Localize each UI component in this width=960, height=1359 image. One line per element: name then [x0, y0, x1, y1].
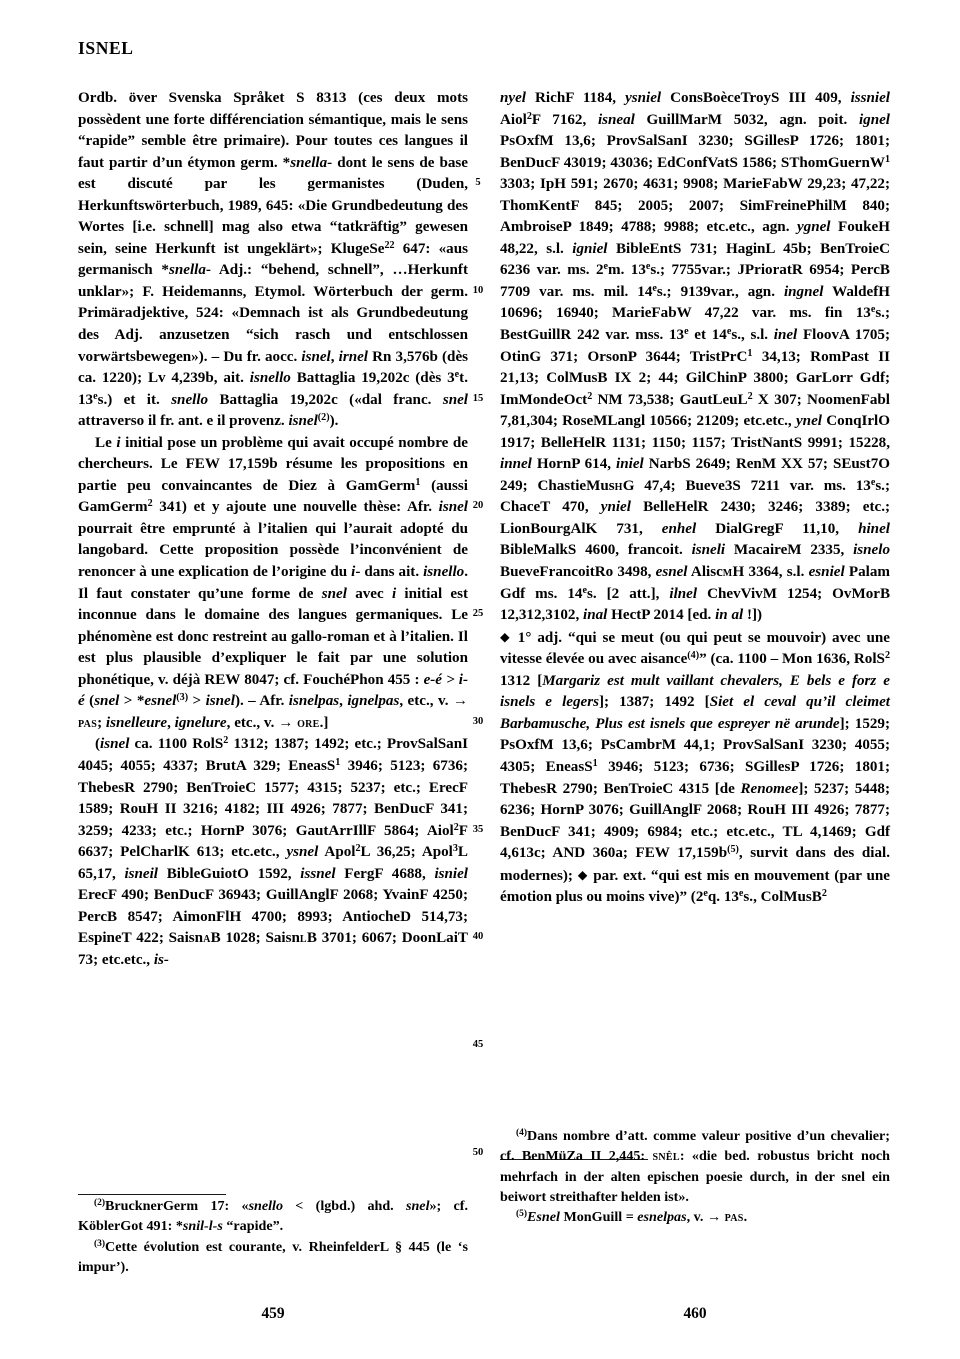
footnotes-left — [78, 1196, 468, 1277]
line-number-30: 30 — [472, 715, 484, 727]
left-paragraph-3: (isnel ca. 1100 RolS$^2$ 1312; 1387; 1492; etc.; ProvSalSanI 4045; 4055; 4337; BrutA 329; EneasS$^1$ 3946; 5123; 6736; ThebesR 2790; BenTroieC 1577; 4315; 5237; etc.; ErecF 1589; RouH II 3216; 4182; III 4926; 7877; BenDucF 341; 3259; 4233; etc.; HornP 3076; GautArrIllF 5864; Aiol$^2$F 6637; PelCharlK 613; etc.etc., ysnel Apol$^2$L 36,25; Apol$^3$L 65,17, isneil BibleGuiotO 1592, issnel FergF 4688, isniel ErecF 490; BenDucF 36943; GuillAnglF 2068; YvainF 4250; PercB 8547; AimonFlH 4700; 8993; AntiocheD 514,73; EspineT 422; SaisnaB 1028; SaisnlB 3701; 6067; DoonLaiT 73; etc.etc., is- — [78, 735, 468, 968]
footnote-4: $^{(4)}$Dans nombre d’att. comme valeur positive d’un chevalier; cf. BenMüZa II 2,445: snêl: «die bed. robustus bricht noch mehrfach in der alten epischen poesie durch, in der snel ein beiwort streithafter helden ist». — [500, 1128, 890, 1205]
line-number-5: 5 — [475, 177, 481, 189]
line-number-10: 10 — [472, 284, 484, 296]
left-paragraph-2: Le i initial pose un problème qui avait occupé nombre de chercheurs. Le FEW 17,159b résume les propositions en partie peu convaincantes de Diez à GamGerm$^1$ (aussi GamGerm$^2$ 341) et y ajoute une nouvelle thèse: Afr. isnel pourrait être emprunté à l’italien qui l’aurait adopté du langobard. Cette proposition possède l’inconvénient de renoncer à une explication de l’origine du i- dans ait. isnello. Il faut constater qu’une forme de snel avec i initial est inconnue dans le domaine des langues germaniques. Le phénomène est donc restreint au gallo-roman et à l’italien. Il est plus plausible d’expliquer le fait par une solution phonétique, v. déjà REW 8047; cf. FouchéPhon 455 : e-é > i-é (snel > *esnel$^{(3)}$ > isnel). – Afr. isnelpas, ignelpas, etc., v. → pas; isnelleure, ignelure, etc., v. → ore.] — [78, 434, 469, 731]
footnotes-right — [500, 1126, 890, 1227]
left-paragraph-1: Ordb. över Svenska Språket S 8313 (ces deux mots possèdent une forte différenciation sémantique, mais le sens “rapide” semble être primaire). Pour toutes ces langues il faut partir d’un étymon germ. *snella- dont le sens de base est discuté par les germanistes (Duden, Herkunftswörterbuch, 1989, 645: «Die Grundbedeutung des Wortes [i.e. schnell] mag also etwa “tatkräftig” gewesen sein, seine Herkunft ist ungeklärt»; KlugeSe$^{22}$ 647: «aus germanisch *snella- Adj.: “behend, schnell”, …Herkunft unklar»; F. Heidemanns, Etymol. Wörterbuch der germ. Primäradjektive, 524: «Demnach ist als Grundbedeutung des Adj. anzusetzen “sich rasch und entschlossen vorwärtsbewegen»). – Du fr. aocc. isnel, irnel Rn 3,576b (dès ca. 1220); Lv 4,239b, ait. isnello Battaglia 19,202c (dès 3et. 13es.) et it. snello Battaglia 19,202c («dal franc. snel attraverso il fr. ant. e il provenz. isnel$^{(2)}$). — [78, 90, 469, 430]
footnote-2: $^{(2)}$BrucknerGerm 17: «snello < (lgbd.) ahd. snel»; cf. KöblerGot 491: *snil-l-s “rapide”. — [78, 1198, 468, 1235]
footnote-separator-left — [78, 1194, 226, 1195]
footnote-5: $^{(5)}$Esnel MonGuill = esnelpas, v. → pas. — [516, 1209, 748, 1226]
line-number-35: 35 — [472, 823, 484, 835]
line-number-20: 20 — [472, 500, 484, 512]
line-number-40: 40 — [472, 931, 484, 943]
footnote-3: $^{(3)}$Cette évolution est courante, v. RheinfelderL § 445 (le ‘s impur’). — [78, 1238, 468, 1275]
line-number-45: 45 — [472, 1039, 484, 1051]
folio-number-left: 459 — [261, 1305, 285, 1322]
line-number-25: 25 — [472, 608, 484, 620]
right-column — [500, 88, 890, 909]
line-number-50: 50 — [472, 1146, 484, 1158]
right-paragraph-2: ◆ 1° adj. “qui se meut (ou qui peut se mouvoir) avec une vitesse élevée ou avec aisance$^{(4)}$” (ca. 1100 – Mon 1636, RolS$^2$ 1312 [Margariz est mult vaillant chevalers, E bels e forz e isnels e legers]; 1387; 1492 [Siet el ceval qu’il cleimet Barbamusche, Plus est isnels que espreyer në arunde]; 1529; PsOxfM 13,6; PsCambrM 44,1; ProvSalSanI 3230; 4055; 4305; EneasS$^1$ 3946; 5123; 6736; SGillesP 1726; 1801; ThebesR 2790; BenTroieC 4315 [de Renomee]; 5237; 5448; 6236; HornP 3076; GuillAnglF 2068; RouH III 4926; 7877; BenDucF 341; 4909; 6984; etc.; etc.etc., TL 4,1469; Gdf 4,613c; AND 360a; FEW $17,159b^{(5)}$, survit dans des dial. modernes); ◆ par. ext. “qui est mis en mouvement (par une émotion plus ou moins vive)” (2eq. 13es., ColMusB$^2$ — [500, 629, 891, 906]
folio-number-right: 460 — [683, 1305, 707, 1322]
right-paragraph-1: nyel RichF 1184, ysniel ConsBoèceTroyS III 409, issniel Aiol$^2$F 7162, isneal GuillMarM 5032, agn. poit. ignel PsOxfM 13,6; ProvSalSanI 3230; SGillesP 1726; 1801; BenDucF 43019; 43036; EdConfVatS 1586; SThomGuernW$^1$ 3303; IpH 591; 2670; 4631; 9908; MarieFabW 29,23; 47,22; ThomKentF 845; 2005; 2007; SimFreinePhilM 840; AmbroiseP 1849; 4788; 9988; etc.etc., agn. ygnel FoukeH 48,22, s.l. igniel BibleEntS 731; HaginL 45b; BenTroieC 6236 var. ms. 2em. 13es.; 7755var.; JPrioratR 6954; PercB 7709 var. ms. mil. 14es.; 9139var., agn. ingnel WaldefH 10696; 16940; MarieFabW 47,22 var. ms. fin 13es.; BestGuillR 242 var. mss. 13e et 14es., s.l. inel FloovA 1705; OtinG 371; OrsonP 3644; TristPrC$^1$ 34,13; RomPast II 21,13; ColMusB IX 2; 44; GilChinP 3800; GarLorr Gdf; ImMondeOct$^2$ NM 73,538; GautLeuL$^2$ X 307; NoomenFabl 7,81,304; RoseMLangl 10566; 21209; etc.etc., ynel ConqIrlO 1917; BelleHelR 1131; 1150; 1157; TristNantS 9991; 15228, innel HornP 614, iniel NarbS 2649; RenM XX 57; SEust7O 249; ChastieMushG 47,4; Bueve3S 7211 var. ms. 13es.; ChaceT 470, yniel BelleHelR 2430; 3246; 3389; etc.; LionBourgAlK 731, enhel DialGregF 11,10, hinel BibleMalkS 4600, francoit. isneli MacaireM 2335, isnelo BueveFrancoitRo 3498, esnel AliscmH 3364, s.l. esniel Palam Gdf ms. 14es. [2 att.], ilnel ChevVivM 1254; OvMorB 12,312,3102, inal HectP 2014 [ed. in al !]) — [500, 90, 891, 624]
running-head: ISNEL — [78, 38, 134, 58]
left-column — [78, 88, 468, 971]
line-number-15: 15 — [472, 392, 484, 404]
